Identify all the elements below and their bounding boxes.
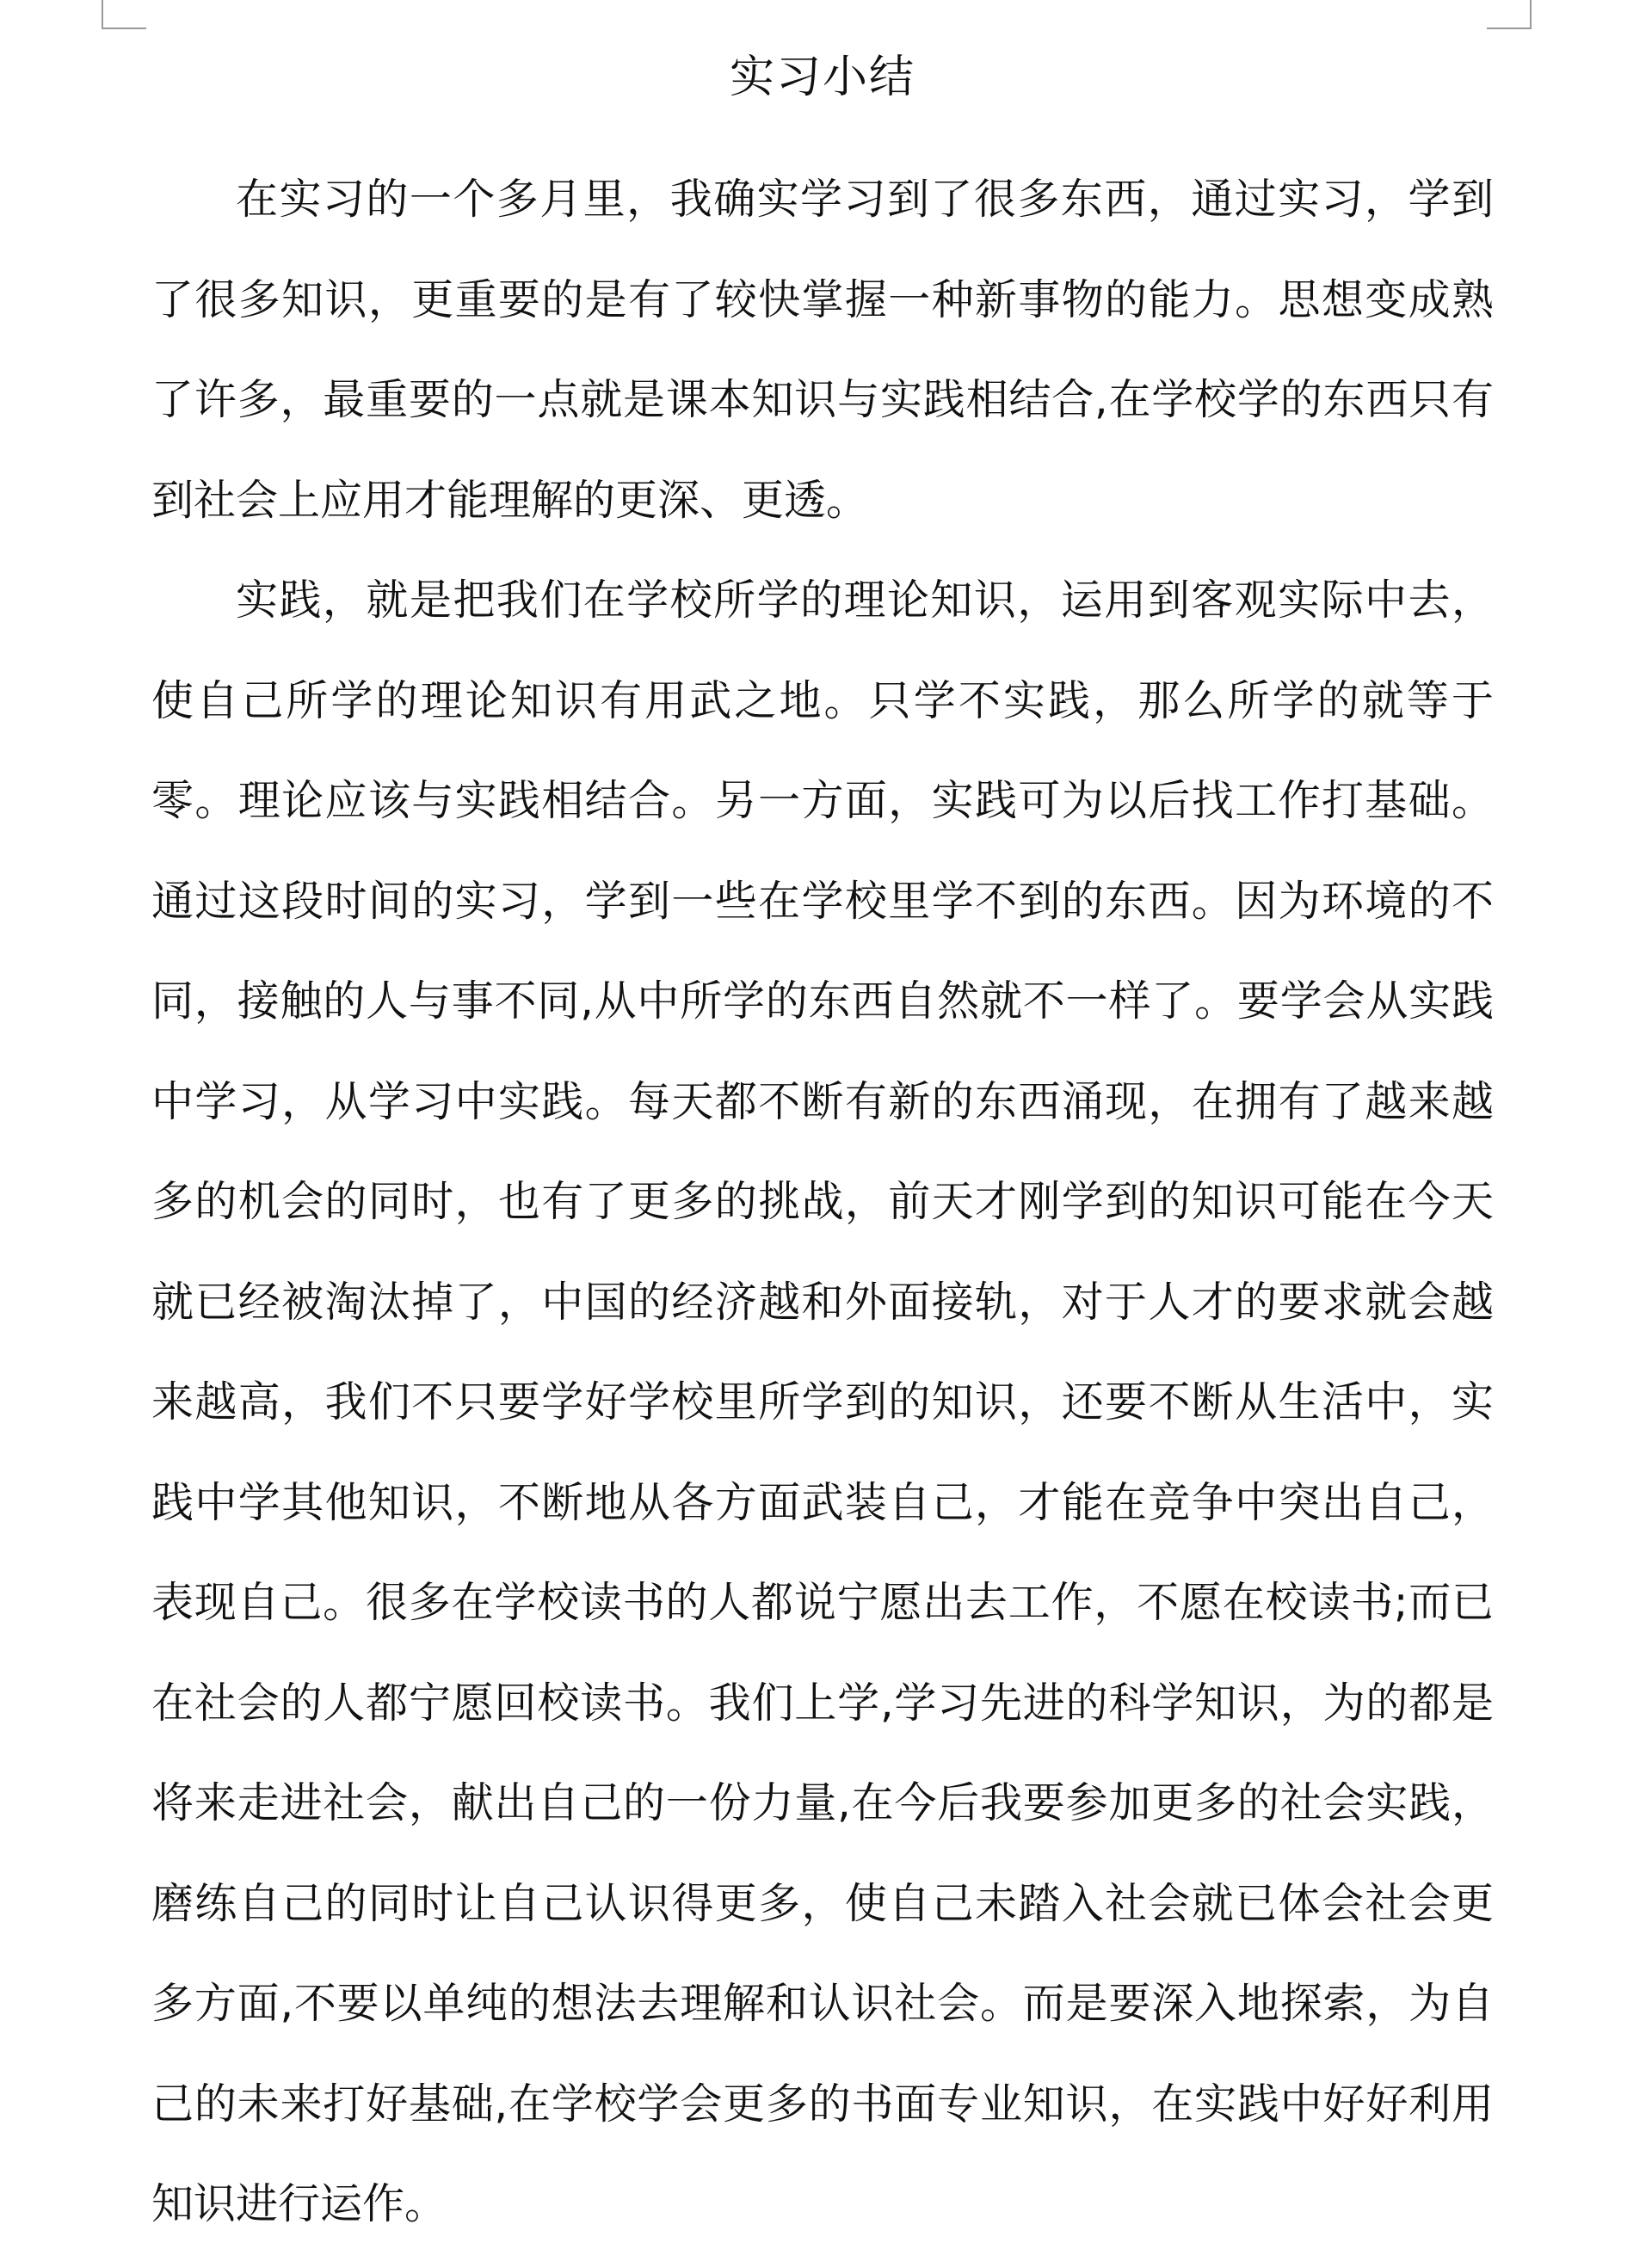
paragraph-1: 在实习的一个多月里，我确实学习到了很多东西，通过实习，学到了很多知识，更重要的是有了较快掌握一种新事物的能力。思想变成熟了许多，最重要的一点就是课本知识与实践相结合,在学校学的东西只有到社会上应用才能理解的更深、更透。 (151, 175, 1494, 525)
paragraph-2: 实践，就是把我们在学校所学的理论知识，运用到客观实际中去，使自己所学的理论知识有用武之地。只学不实践，那么所学的就等于零。理论应该与实践相结合。另一方面，实践可为以后找工作打基础。通过这段时间的实习，学到一些在学校里学不到的东西。因为环境的不同，接触的人与事不同,从中所学的东西自然就不一样了。要学会从实践中学习，从学习中实践。每天都不断有新的东西涌现，在拥有了越来越多的机会的同时，也有了更多的挑战，前天才刚学到的知识可能在今天就已经被淘汰掉了，中国的经济越和外面接轨，对于人才的要求就会越来越高，我们不只要学好学校里所学到的知识，还要不断从生活中，实践中学其他知识，不断地从各方面武装自己，才能在竞争中突出自己，表现自己。很多在学校读书的人都说宁愿出去工作，不愿在校读书;而已在社会的人都宁愿回校读书。我们上学,学习先进的科学知识，为的都是将来走进社会，献出自己的一份力量,在今后我要参加更多的社会实践，磨练自己的同时让自己认识得更多，使自己未踏入社会就已体会社会更多方面,不要以单纯的想法去理解和认识社会。而是要深入地探索，为自己的未来打好基础,在学校学会更多的书面专业知识，在实践中好好利用知识进行运作。 (151, 576, 1494, 2228)
document-page (151, 43, 1494, 2255)
crop-mark-top-right (1487, 0, 1532, 29)
crop-mark-top-left (102, 0, 146, 29)
document-title: 实习小结 (729, 52, 915, 103)
